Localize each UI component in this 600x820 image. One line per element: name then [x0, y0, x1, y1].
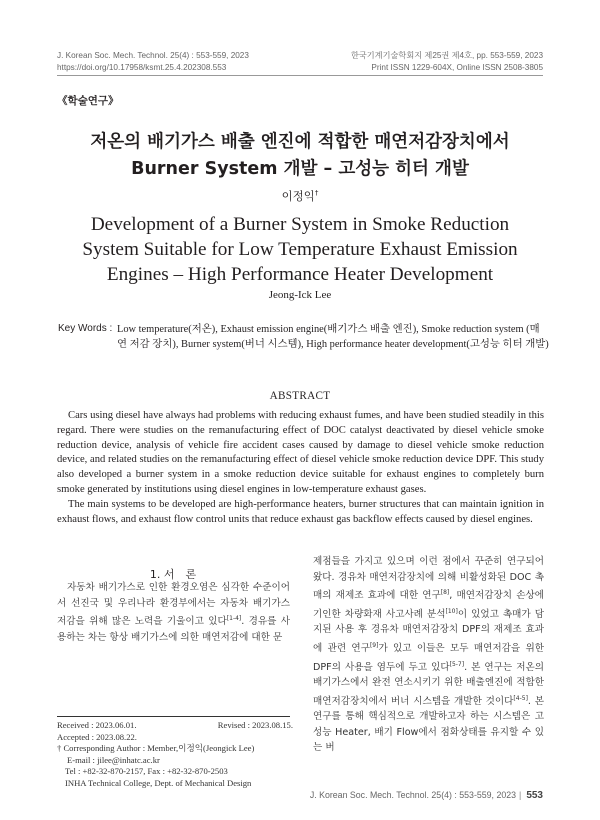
- journal-citation: J. Korean Soc. Mech. Technol. 25(4) : 553-559, 2023: [57, 51, 249, 60]
- corresponding-author-mark: †: [314, 189, 319, 198]
- english-title-line2: System Suitable for Low Temperature Exhaust Emission: [82, 239, 518, 260]
- issn-info: Print ISSN 1229-604X, Online ISSN 2508-3805: [371, 63, 543, 72]
- intro-text: 이 있었고 촉매가 담지된 사용 후 경유차 매연저감장치 DPF의 재제조 효과에 관련 연구: [313, 608, 544, 655]
- page-number: 553: [526, 790, 543, 801]
- intro-text: 가 있고 이들은 모두 매연저감을 위한 DPF의 사용을 염두에 두고 있다: [313, 643, 544, 673]
- running-header-left: [57, 50, 249, 74]
- revised-date: Revised : 2023.08.15.: [217, 720, 293, 730]
- intro-text: 자동차 배기가스로 인한 환경오염은 심각한 수준이어서 선진국 및 우리나라 환경부에서는 자동차 배기가스 저감을 위해 많은 노력을 기울이고 있다: [57, 582, 290, 628]
- keywords-label: Key Words :: [58, 323, 113, 334]
- article-category: 《학술연구》: [57, 95, 119, 107]
- citation[interactable]: [5-7]: [449, 660, 465, 668]
- korean-author-name: 이정익: [281, 189, 315, 203]
- footer-journal-citation: J. Korean Soc. Mech. Technol. 25(4) : 553-559, 2023: [309, 790, 517, 800]
- intro-right-column: [313, 554, 544, 756]
- footer-separator: |: [519, 790, 522, 800]
- citation[interactable]: [9]: [369, 641, 379, 649]
- intro-text: . 본 연구는 저온의 배기가스에서 완전 연소시키기 위한 배출엔진에 적합한 매연저감장치에서 버너 시스템을 개발한 것이다: [313, 661, 544, 707]
- intro-text: . 본 연구를 통해 핵심적으로 개발하고자 하는 시스템은 고성능 Heater, 배기 Flow에서 점화상태를 유지할 수 있는 버: [313, 695, 544, 754]
- abstract-paragraph-1: Cars using diesel have always had problems with reducing exhaust fumes, and have been studied steadily in this regard. There were studies on the remanufacturing effect of DOC catalyst deactivated by diesel vehicle smoke reduction device, analysis of vehicle fire accident cases caused by damage to diesel vehicle smoke reduction device, and related studies on the remanufacturing effect of diesel vehicle smoke reduction device DPF. This study also developed a burner system in a smoke reduction device suitable for exhaust engines to completely burn smoke generated by institutions using diesel engines in low-temperature exhaust gases.: [57, 410, 544, 495]
- english-author: Jeong-Ick Lee: [268, 289, 332, 301]
- doi-link[interactable]: https://doi.org/10.17958/ksmt.25.4.202308.553: [57, 63, 227, 72]
- intro-text: . 경유를 사용하는 차는 항상 배기가스에 의한 매연저감에 대한 문: [57, 616, 290, 643]
- accepted-date: Accepted : 2023.08.22.: [57, 731, 137, 742]
- intro-text: , 매연저감장치 손상에 기인한 차량화재 사고사례 분석: [313, 590, 544, 620]
- korean-title-line2: Burner System 개발 – 고성능 히터 개발: [131, 159, 469, 179]
- intro-left-column: [57, 580, 290, 645]
- author-phone-fax: Tel : +82-32-870-2157, Fax : +82-32-870-2503: [65, 766, 228, 776]
- english-title-line3: Engines – High Performance Heater Development: [106, 264, 494, 285]
- abstract-paragraph-2: The main systems to be developed are high-performance heaters, burner structures that can maintain ignition in exhaust flows, and exhaust flow control units that reduce exhaust gas backflow effects caused by diesel engines.: [57, 499, 544, 525]
- english-title-line1: Development of a Burner System in Smoke Reduction: [90, 214, 510, 235]
- running-footer: [310, 790, 543, 801]
- author-email[interactable]: E-mail : jilee@inhatc.ac.kr: [67, 754, 160, 765]
- running-header-right: [351, 50, 543, 74]
- citation[interactable]: [4-5]: [513, 694, 528, 702]
- citation[interactable]: [8]: [440, 589, 450, 596]
- author-affiliation: INHA Technical College, Dept. of Mechanical Design: [65, 777, 252, 788]
- corresponding-author: † Corresponding Author : Member,이정익(Jeongick Lee): [57, 743, 255, 753]
- article-footnote: [57, 720, 293, 789]
- korean-author: [0, 188, 600, 204]
- journal-citation-korean: 한국기계기술학회지 제25권 제4호, pp. 553-559, 2023: [350, 51, 543, 60]
- citation[interactable]: [1-4]: [226, 615, 242, 622]
- keywords-text: Low temperature(저온), Exhaust emission engine(배기가스 배출 엔진), Smoke reduction system (매연 저감 장치), Burner system(버너 시스템), High performance heater development(고성능 히터 개발): [117, 324, 549, 350]
- intro-text: 제점들을 가지고 있으며 이런 점에서 꾸준히 연구되어 왔다. 경유차 매연저감장치에 의해 비활성화된 DOC 촉매의 재제조 효과에 대한 연구: [313, 556, 544, 602]
- abstract-title: ABSTRACT: [269, 390, 331, 402]
- section-heading-introduction: 1. 서 론: [149, 568, 197, 581]
- korean-title-line1: 저온의 배기가스 배출 엔진에 적합한 매연저감장치에서: [90, 132, 510, 152]
- received-date: Received : 2023.06.01.: [57, 720, 137, 730]
- header-rule: [57, 75, 543, 76]
- citation[interactable]: [10]: [445, 607, 458, 615]
- footnote-rule: [57, 716, 290, 717]
